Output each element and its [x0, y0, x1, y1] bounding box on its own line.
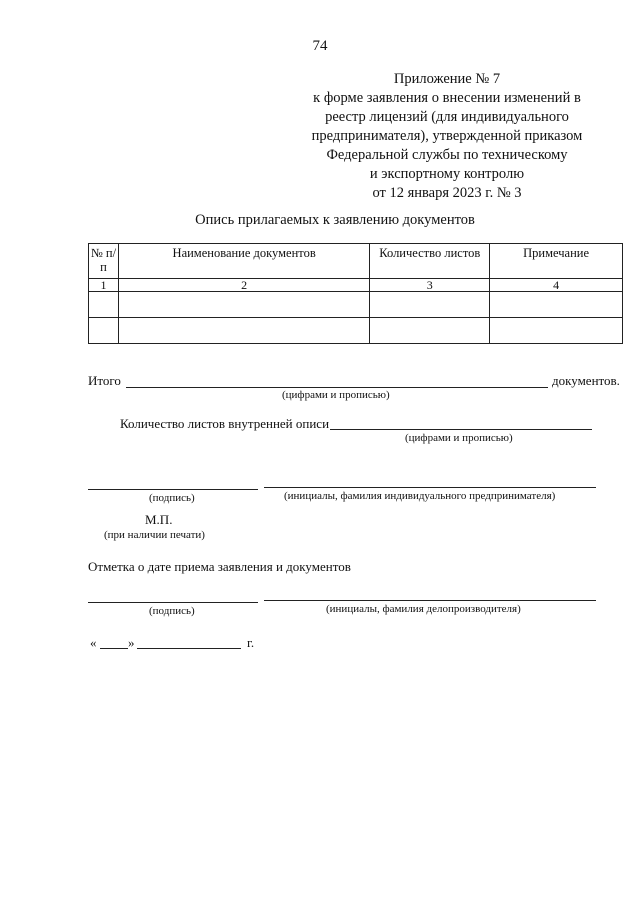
table-cell[interactable] — [89, 292, 119, 318]
name-line[interactable] — [264, 487, 596, 488]
page-number: 74 — [312, 38, 328, 54]
entrepreneur-name-hint: (инициалы, фамилия индивидуального предпринимателя) — [284, 490, 556, 502]
day-input-line[interactable] — [100, 648, 128, 649]
date-open-quote: « — [90, 635, 97, 650]
sheets-label: Количество листов внутренней описи — [120, 416, 330, 431]
signature-line[interactable] — [88, 602, 258, 603]
table-row[interactable] — [89, 318, 623, 344]
appendix-line: предпринимателя), утвержденной приказом — [311, 128, 583, 144]
stamp-hint: (при наличии печати) — [104, 529, 205, 541]
clerk-name-hint: (инициалы, фамилия делопроизводителя) — [326, 603, 521, 615]
header-number: № п/п — [89, 244, 119, 279]
inventory-table — [88, 243, 623, 344]
header-doc-name: Наименование документов — [118, 244, 369, 279]
table-cell[interactable] — [490, 292, 623, 318]
date-close-quote: » — [128, 635, 135, 650]
appendix-line: Федеральной службы по техническому — [326, 147, 568, 163]
column-number: 3 — [370, 279, 490, 292]
appendix-line: реестр лицензий (для индивидуального — [325, 109, 569, 125]
clerk-name-line[interactable] — [264, 600, 596, 601]
signature-hint: (подпись) — [149, 605, 195, 617]
sheets-input-line[interactable] — [330, 429, 592, 430]
appendix-line: от 12 января 2023 г. № 3 — [372, 185, 522, 201]
month-year-input-line[interactable] — [137, 648, 241, 649]
appendix-line: и экспортному контролю — [369, 166, 525, 182]
total-hint: (цифрами и прописью) — [282, 389, 390, 401]
receipt-label: Отметка о дате приема заявления и документов — [88, 559, 351, 574]
table-cell[interactable] — [118, 292, 369, 318]
document-title: Опись прилагаемых к заявлению документов — [195, 212, 475, 228]
sheets-hint: (цифрами и прописью) — [405, 432, 513, 444]
table-row[interactable] — [89, 292, 623, 318]
table-row — [89, 279, 623, 292]
header-sheet-count: Количество листов — [370, 244, 490, 279]
signature-line[interactable] — [88, 489, 258, 490]
table-cell[interactable] — [490, 318, 623, 344]
stamp-label: М.П. — [145, 512, 173, 527]
total-input-line[interactable] — [126, 387, 548, 388]
table-cell[interactable] — [370, 318, 490, 344]
table-cell[interactable] — [89, 318, 119, 344]
appendix-line: Приложение № 7 — [393, 71, 501, 87]
table-cell[interactable] — [370, 292, 490, 318]
year-suffix: г. — [247, 635, 255, 650]
signature-hint: (подпись) — [149, 492, 195, 504]
column-number: 4 — [490, 279, 623, 292]
total-suffix: документов. — [552, 373, 620, 388]
appendix-header — [292, 70, 602, 203]
table-header-row — [89, 244, 623, 279]
total-label: Итого — [88, 373, 121, 388]
header-note: Примечание — [490, 244, 623, 279]
appendix-line: к форме заявления о внесении изменений в — [313, 90, 581, 106]
table-cell[interactable] — [118, 318, 369, 344]
column-number: 2 — [118, 279, 369, 292]
column-number: 1 — [89, 279, 119, 292]
